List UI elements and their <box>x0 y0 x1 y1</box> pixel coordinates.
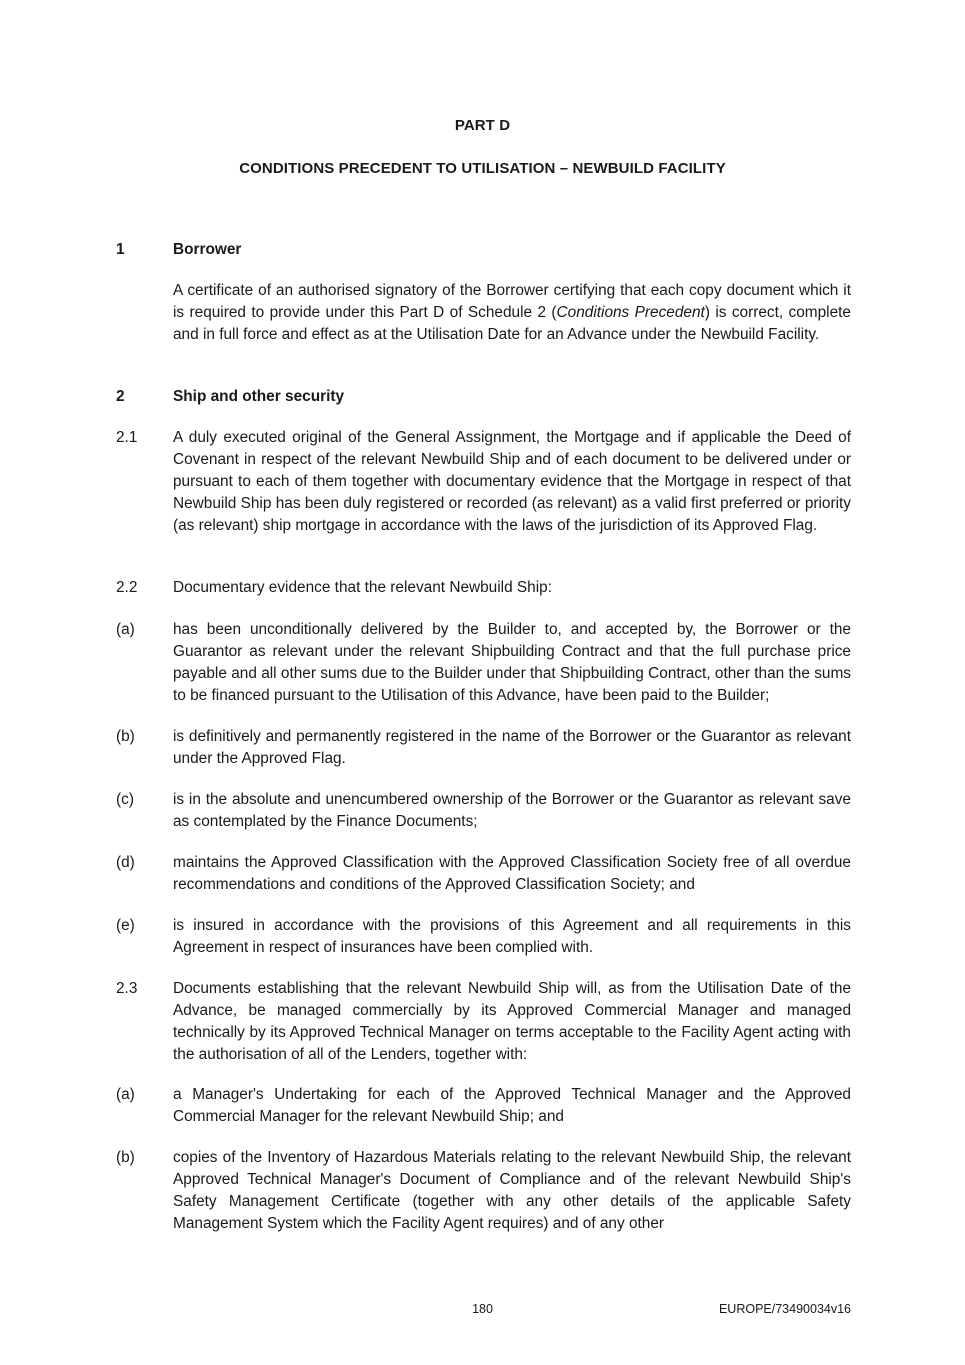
clause-number: 2 <box>116 388 125 405</box>
item-text: is insured in accordance with the provisions of this Agreement and all requirements in this Agreement in respect of insurances have been complied with. <box>173 917 851 956</box>
document-reference: EUROPE/73490034v16 <box>718 1302 851 1316</box>
item-text: maintains the Approved Classification with the Approved Classification Society free of all overdue recommendations and conditions of the Approved Classification Society; and <box>173 854 851 893</box>
item-text: is in the absolute and unencumbered ownership of the Borrower or the Guarantor as relevant save as contemplated by the Finance Documents; <box>173 791 851 830</box>
clause-heading: Borrower <box>173 241 242 258</box>
item-letter: (a) <box>116 621 135 638</box>
item-text: has been unconditionally delivered by the Builder to, and accepted by, the Borrower or the Guarantor as relevant under the relevant Shipbuilding Contract and that the full purchase price payable and all other sums due to the Builder under that Shipbuilding Contract, other than the sums to be financed pursuant to the Utilisation of this Advance, have been paid to the Builder; <box>173 621 851 704</box>
item-letter: (a) <box>116 1086 135 1103</box>
item-letter: (c) <box>116 791 134 808</box>
item-letter: (e) <box>116 917 135 934</box>
clause-text: A certificate of an authorised signatory of the Borrower certifying that each copy document which it is required to provide under this Part D of Schedule 2 (Conditions Precedent) is correct, complete and in full force and effect as at the Utilisation Date for an Advance under the Newbuild Facility. <box>173 282 851 343</box>
item-text: a Manager's Undertaking for each of the Approved Technical Manager and the Approved Commercial Manager for the relevant Newbuild Ship; and <box>173 1086 851 1125</box>
page-number: 180 <box>472 1302 493 1316</box>
clause-number: 1 <box>116 241 125 258</box>
clause-text: Documentary evidence that the relevant Newbuild Ship: <box>173 579 552 596</box>
item-text: copies of the Inventory of Hazardous Materials relating to the relevant Newbuild Ship, the relevant Approved Technical Manager's Document of Compliance and of the relevant Newbuild Ship's Safety Management Certificate (together with any other details of the applicable Safety Management System which the Facility Agent requires) and of any other <box>173 1149 851 1232</box>
item-text: is definitively and permanently registered in the name of the Borrower or the Guarantor as relevant under the Approved Flag. <box>173 728 851 767</box>
item-letter: (d) <box>116 854 135 871</box>
item-letter: (b) <box>116 1149 135 1166</box>
clause-heading: Ship and other security <box>173 388 345 405</box>
page-title: CONDITIONS PRECEDENT TO UTILISATION – NEWBUILD FACILITY <box>239 160 726 177</box>
item-letter: (b) <box>116 728 135 745</box>
part-heading: PART D <box>454 117 511 134</box>
clause-number: 2.2 <box>116 579 138 596</box>
italic-reference: Conditions Precedent <box>556 303 705 321</box>
clause-number: 2.1 <box>116 429 138 446</box>
clause-text: Documents establishing that the relevant Newbuild Ship will, as from the Utilisation Date of the Advance, be managed commercially by its Approved Commercial Manager and managed technically by its Approved Technical Manager on terms acceptable to the Facility Agent acting with the authorisation of all of the Lenders, together with: <box>173 980 851 1063</box>
clause-text: A duly executed original of the General Assignment, the Mortgage and if applicable the Deed of Covenant in respect of the relevant Newbuild Ship and of each document to be delivered under or pursuant to each of them together with documentary evidence that the Mortgage in respect of that Newbuild Ship has been duly registered or recorded (as relevant) as a valid first preferred or priority (as relevant) ship mortgage in accordance with the laws of the jurisdiction of its Approved Flag. <box>173 429 851 534</box>
clause-number: 2.3 <box>116 980 138 997</box>
